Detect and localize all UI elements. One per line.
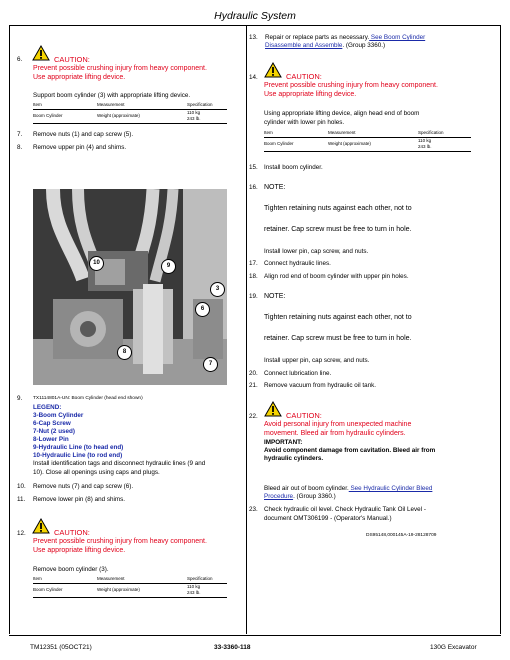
- spec-table: [264, 130, 471, 152]
- column-divider: [246, 26, 247, 634]
- step-text: Install boom cylinder.: [264, 164, 323, 171]
- caution-label: CAUTION:: [286, 72, 322, 81]
- legend-item: 8-Lower Pin: [33, 436, 69, 443]
- step-number: 13.: [249, 34, 258, 41]
- spec-value: 243 lb.: [187, 116, 201, 121]
- callout-3: 3: [210, 282, 225, 297]
- spec-header-measurement: Measurement: [328, 130, 356, 135]
- spec-rule: [33, 123, 227, 124]
- legend-item: 6-Cap Screw: [33, 420, 71, 427]
- step-number: 10.: [17, 483, 26, 490]
- step-text: Bleed air out of boom cylinder. See Hydraulic Cylinder Bleed: [264, 485, 433, 492]
- caution-label: CAUTION:: [54, 528, 90, 537]
- callout-6: 6: [195, 302, 210, 317]
- caution-label: CAUTION:: [286, 411, 322, 420]
- right-border: [500, 26, 501, 634]
- important-label: IMPORTANT:: [264, 439, 303, 446]
- spec-header-measurement: Measurement: [97, 102, 125, 107]
- step-text: Install upper pin, cap screw, and nuts.: [264, 357, 370, 364]
- step-text: Connect lubrication line.: [264, 370, 332, 377]
- step-text: Check hydraulic oil level. Check Hydraulic Tank Oil Level -: [264, 506, 426, 513]
- step-text: Support boom cylinder (3) with appropriate lifting device.: [33, 92, 191, 99]
- note-label: NOTE:: [264, 184, 286, 191]
- step-text: Repair or replace parts as necessary. See Boom Cylinder: [265, 34, 426, 41]
- spec-header-specification: Specification: [187, 102, 213, 107]
- step-number: 8.: [17, 144, 23, 151]
- spec-value: 110 kg: [187, 584, 201, 589]
- legend-item: 7-Nut (2 used): [33, 428, 75, 435]
- warning-triangle-icon: [32, 518, 50, 534]
- step-number: 6.: [17, 56, 23, 63]
- spec-value: 243 lb.: [187, 590, 201, 595]
- step-number: 15.: [249, 164, 258, 171]
- spec-rule: [33, 597, 227, 598]
- step-text: Remove upper pin (4) and shims.: [33, 144, 127, 151]
- step-text: Remove nuts (1) and cap screw (5).: [33, 131, 134, 138]
- hydraulic-cylinder-bleed-link[interactable]: See Hydraulic Cylinder Bleed: [348, 485, 433, 492]
- footer-page-number: 33-3360-118: [214, 644, 251, 651]
- spec-header-specification: Specification: [187, 576, 213, 581]
- left-border: [9, 26, 10, 634]
- legend-title: LEGEND:: [33, 404, 62, 411]
- caution-text: Prevent possible crushing injury from heavy component.: [264, 82, 438, 89]
- step-number: 21.: [249, 382, 258, 389]
- procedure-link[interactable]: Procedure: [264, 493, 294, 500]
- page-title: Hydraulic System: [214, 10, 296, 22]
- spec-table: [33, 576, 227, 598]
- spec-item: Boom Cylinder: [33, 587, 63, 592]
- step-number: 11.: [17, 496, 26, 503]
- spec-header-measurement: Measurement: [97, 576, 125, 581]
- spec-header-item: Item: [33, 576, 42, 581]
- step-text: Connect hydraulic lines.: [264, 260, 331, 267]
- step-number: 20.: [249, 370, 258, 377]
- spec-measurement: Weight (approximate): [328, 141, 371, 146]
- spec-table: [33, 102, 227, 124]
- callout-10: 10: [89, 256, 104, 271]
- step-number: 23.: [249, 506, 258, 513]
- caution-text: Use appropriate lifting device.: [264, 91, 357, 98]
- legend-item: 3-Boom Cylinder: [33, 412, 84, 419]
- step-text: Using appropriate lifting device, align head end of boom: [264, 110, 420, 117]
- spec-value: 110 kg: [187, 110, 201, 115]
- step-number: 14.: [249, 74, 258, 81]
- spec-value: 110 kg: [418, 138, 432, 143]
- caution-text: Prevent possible crushing injury from heavy component.: [33, 538, 207, 545]
- step-text: cylinder with lower pin holes.: [264, 119, 345, 126]
- warning-triangle-icon: [32, 45, 50, 61]
- spec-item: Boom Cylinder: [264, 141, 294, 146]
- step-number: 17.: [249, 260, 258, 267]
- boom-cylinder-photo: [33, 189, 227, 385]
- footer-publication: TM12351 (05OCT21): [30, 644, 92, 651]
- note-text: retainer. Cap screw must be free to turn in hole.: [264, 226, 412, 233]
- caution-text: Prevent possible crushing injury from heavy component.: [33, 65, 207, 72]
- legend-item: 9-Hydraulic Line (to head end): [33, 444, 124, 451]
- step-text: 10). Close all openings using caps and plugs.: [33, 469, 160, 476]
- step-text: Remove vacuum from hydraulic oil tank.: [264, 382, 376, 389]
- step-text: document OMT306199 - (Operator's Manual.): [264, 515, 392, 522]
- caution-text: Use appropriate lifting device.: [33, 547, 126, 554]
- step-number: 9.: [17, 395, 23, 402]
- step-text: Remove lower pin (8) and shims.: [33, 496, 126, 503]
- step-number: 22.: [249, 413, 258, 420]
- document-code: DS95148,000145A-19-28128709: [366, 533, 437, 538]
- callout-9: 9: [161, 259, 176, 274]
- boom-cylinder-link[interactable]: See Boom Cylinder: [369, 34, 426, 41]
- caution-text: Avoid personal injury from unexpected machine: [264, 421, 412, 428]
- step-number: 12.: [17, 530, 26, 537]
- caution-text: Use appropriate lifting device.: [33, 74, 126, 81]
- note-label: NOTE:: [264, 293, 286, 300]
- footer-model: 130G Excavator: [430, 644, 477, 651]
- step-text: Procedure. (Group 3360.): [264, 493, 336, 500]
- note-text: retainer. Cap screw must be free to turn in hole.: [264, 335, 412, 342]
- step-text: Remove boom cylinder (3).: [33, 566, 109, 573]
- important-text: hydraulic cylinders.: [264, 455, 324, 462]
- spec-header-specification: Specification: [418, 130, 444, 135]
- step-text: Disassemble and Assemble. (Group 3360.): [265, 42, 386, 49]
- warning-triangle-icon: [264, 62, 282, 78]
- note-text: Tighten retaining nuts against each other, not to: [264, 314, 412, 321]
- warning-triangle-icon: [264, 401, 282, 417]
- spec-header-item: Item: [264, 130, 273, 135]
- disassemble-assemble-link[interactable]: Disassemble and Assemble: [265, 42, 343, 49]
- step-number: 19.: [249, 293, 258, 300]
- step-number: 18.: [249, 273, 258, 280]
- spec-rule: [264, 151, 471, 152]
- footer-rule: [9, 635, 501, 636]
- step-number: 7.: [17, 131, 23, 138]
- step-text: Install lower pin, cap screw, and nuts.: [264, 248, 369, 255]
- caution-label: CAUTION:: [54, 55, 90, 64]
- note-text: Tighten retaining nuts against each other, not to: [264, 205, 412, 212]
- spec-header-item: Item: [33, 102, 42, 107]
- step-text: Align rod end of boom cylinder with upper pin holes.: [264, 273, 409, 280]
- step-text: Remove nuts (7) and cap screw (6).: [33, 483, 134, 490]
- legend-item: 10-Hydraulic Line (to rod end): [33, 452, 123, 459]
- callout-8: 8: [117, 345, 132, 360]
- spec-item: Boom Cylinder: [33, 113, 63, 118]
- step-text: Install identification tags and disconnect hydraulic lines (9 and: [33, 460, 206, 467]
- important-text: Avoid component damage from cavitation. Bleed air from: [264, 447, 436, 454]
- caution-text: movement. Bleed air from hydraulic cylinders.: [264, 430, 406, 437]
- spec-value: 243 lb.: [418, 144, 432, 149]
- figure-caption: TX1114801A-UN: Boom Cylinder (head end shown): [33, 396, 143, 401]
- spec-measurement: Weight (approximate): [97, 113, 140, 118]
- step-number: 16.: [249, 184, 258, 191]
- header-rule: [9, 25, 501, 26]
- spec-measurement: Weight (approximate): [97, 587, 140, 592]
- callout-7: 7: [203, 357, 218, 372]
